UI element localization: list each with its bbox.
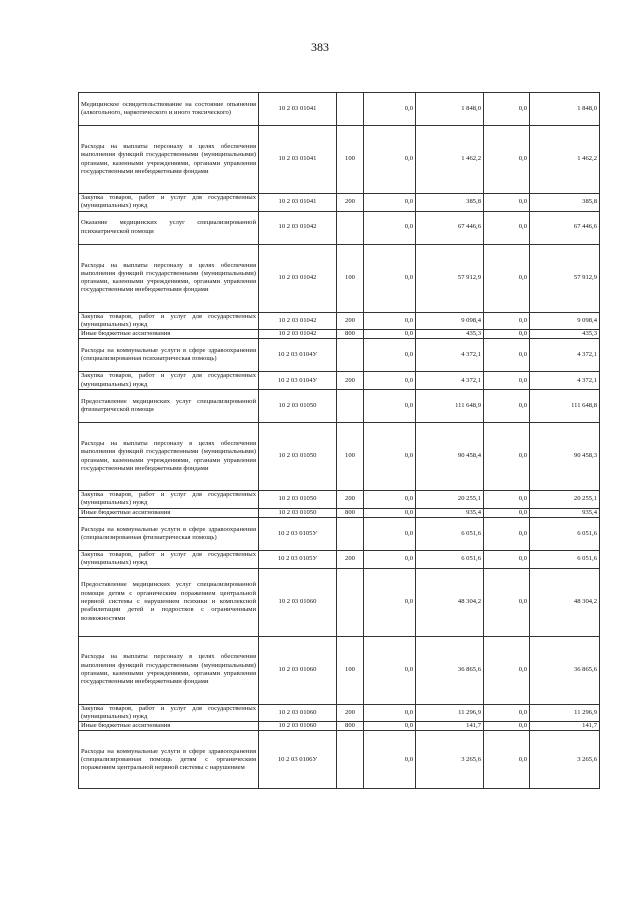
row-code-cell: 10 2 03 01050 [259, 491, 337, 509]
row-value-1-cell: 0,0 [364, 244, 416, 312]
row-code-cell: 10 2 03 01060 [259, 722, 337, 731]
table-row [79, 636, 600, 704]
row-value-2-cell: 435,3 [416, 330, 484, 339]
row-code-cell: 10 2 03 01042 [259, 244, 337, 312]
row-code-cell: 10 2 03 01042 [259, 211, 337, 244]
row-name-cell: Закупка товаров, работ и услуг для государственных (муниципальных) нужд [79, 372, 259, 390]
row-value-4-cell: 9 098,4 [530, 312, 600, 330]
row-value-2-cell: 4 372,1 [416, 339, 484, 372]
table-row [79, 731, 600, 789]
row-value-1-cell: 0,0 [364, 731, 416, 789]
row-value-3-cell: 0,0 [484, 372, 530, 390]
table-row [79, 372, 600, 390]
row-value-1-cell: 0,0 [364, 372, 416, 390]
row-value-4-cell: 1 462,2 [530, 126, 600, 194]
row-name-cell: Иные бюджетные ассигнования [79, 722, 259, 731]
row-expense-type-cell: 800 [337, 722, 364, 731]
row-code-cell: 10 2 03 01042 [259, 312, 337, 330]
row-value-4-cell: 1 848,0 [530, 93, 600, 126]
row-value-2-cell: 11 296,9 [416, 704, 484, 722]
row-code-cell: 10 2 03 01041 [259, 194, 337, 212]
row-value-2-cell: 20 255,1 [416, 491, 484, 509]
row-name-cell: Расходы на коммунальные услуги в сфере здравоохранения (специализированная психиатрическая помощь) [79, 339, 259, 372]
row-expense-type-cell: 100 [337, 636, 364, 704]
table-row [79, 339, 600, 372]
row-expense-type-cell: 100 [337, 126, 364, 194]
row-code-cell: 10 2 03 01060 [259, 704, 337, 722]
row-value-4-cell: 36 865,6 [530, 636, 600, 704]
row-value-2-cell: 111 648,9 [416, 390, 484, 423]
row-value-4-cell: 4 372,1 [530, 372, 600, 390]
row-name-cell: Закупка товаров, работ и услуг для государственных (муниципальных) нужд [79, 550, 259, 568]
row-value-4-cell: 4 372,1 [530, 339, 600, 372]
row-value-2-cell: 385,8 [416, 194, 484, 212]
row-value-3-cell: 0,0 [484, 330, 530, 339]
row-value-1-cell: 0,0 [364, 508, 416, 517]
row-code-cell: 10 2 03 01060 [259, 568, 337, 636]
row-expense-type-cell: 800 [337, 508, 364, 517]
row-value-1-cell: 0,0 [364, 568, 416, 636]
row-value-1-cell: 0,0 [364, 312, 416, 330]
row-value-1-cell: 0,0 [364, 550, 416, 568]
table-row [79, 508, 600, 517]
row-value-3-cell: 0,0 [484, 722, 530, 731]
row-expense-type-cell: 200 [337, 550, 364, 568]
row-name-cell: Предоставление медицинских услуг специализированной фтизиатрической помощи [79, 390, 259, 423]
page-number: 383 [311, 40, 329, 54]
row-code-cell: 10 2 03 01050 [259, 508, 337, 517]
row-value-4-cell: 111 648,8 [530, 390, 600, 423]
row-value-3-cell: 0,0 [484, 636, 530, 704]
row-value-3-cell: 0,0 [484, 508, 530, 517]
row-value-2-cell: 57 912,9 [416, 244, 484, 312]
row-value-3-cell: 0,0 [484, 731, 530, 789]
row-expense-type-cell [337, 211, 364, 244]
row-value-4-cell: 48 304,2 [530, 568, 600, 636]
row-value-3-cell: 0,0 [484, 339, 530, 372]
row-value-4-cell: 435,3 [530, 330, 600, 339]
row-value-3-cell: 0,0 [484, 244, 530, 312]
row-name-cell: Оказание медицинских услуг специализированной психиатрической помощи [79, 211, 259, 244]
row-name-cell: Иные бюджетные ассигнования [79, 330, 259, 339]
row-value-4-cell: 67 446,6 [530, 211, 600, 244]
row-code-cell: 10 2 03 01050 [259, 423, 337, 491]
row-value-3-cell: 0,0 [484, 390, 530, 423]
budget-table-body [79, 93, 600, 789]
row-code-cell: 10 2 03 01041 [259, 93, 337, 126]
row-value-1-cell: 0,0 [364, 330, 416, 339]
row-value-3-cell: 0,0 [484, 126, 530, 194]
row-expense-type-cell: 100 [337, 423, 364, 491]
row-value-1-cell: 0,0 [364, 339, 416, 372]
table-row [79, 491, 600, 509]
row-code-cell: 10 2 03 0104У [259, 372, 337, 390]
row-value-3-cell: 0,0 [484, 194, 530, 212]
row-name-cell: Закупка товаров, работ и услуг для государственных (муниципальных) нужд [79, 312, 259, 330]
row-value-3-cell: 0,0 [484, 491, 530, 509]
row-value-4-cell: 141,7 [530, 722, 600, 731]
table-row [79, 126, 600, 194]
row-value-2-cell: 90 458,4 [416, 423, 484, 491]
row-value-1-cell: 0,0 [364, 390, 416, 423]
row-value-4-cell: 6 051,6 [530, 517, 600, 550]
row-value-2-cell: 935,4 [416, 508, 484, 517]
table-row [79, 93, 600, 126]
row-name-cell: Предоставление медицинских услуг специализированной помощи детям с органическим поражением центральной нервной системы с нарушением психики и комплексной реабилитации детей и подростков с ограниченными возможностями [79, 568, 259, 636]
row-name-cell: Медицинское освидетельствование на состояние опьянения (алкогольного, наркотического и иного токсического) [79, 93, 259, 126]
row-expense-type-cell [337, 339, 364, 372]
table-row [79, 704, 600, 722]
row-value-1-cell: 0,0 [364, 194, 416, 212]
row-value-3-cell: 0,0 [484, 517, 530, 550]
row-value-1-cell: 0,0 [364, 517, 416, 550]
row-code-cell: 10 2 03 0105У [259, 550, 337, 568]
row-name-cell: Закупка товаров, работ и услуг для государственных (муниципальных) нужд [79, 194, 259, 212]
row-value-1-cell: 0,0 [364, 636, 416, 704]
row-value-3-cell: 0,0 [484, 550, 530, 568]
row-value-2-cell: 6 051,6 [416, 550, 484, 568]
row-expense-type-cell: 200 [337, 704, 364, 722]
row-expense-type-cell [337, 390, 364, 423]
row-value-3-cell: 0,0 [484, 423, 530, 491]
row-value-1-cell: 0,0 [364, 93, 416, 126]
row-value-2-cell: 9 098,4 [416, 312, 484, 330]
row-value-4-cell: 90 458,3 [530, 423, 600, 491]
row-code-cell: 10 2 03 01060 [259, 636, 337, 704]
table-row [79, 423, 600, 491]
table-row [79, 330, 600, 339]
row-value-3-cell: 0,0 [484, 312, 530, 330]
row-value-1-cell: 0,0 [364, 211, 416, 244]
row-value-2-cell: 6 051,6 [416, 517, 484, 550]
row-expense-type-cell: 200 [337, 491, 364, 509]
row-value-4-cell: 11 296,9 [530, 704, 600, 722]
table-row [79, 568, 600, 636]
table-row [79, 312, 600, 330]
row-name-cell: Расходы на коммунальные услуги в сфере здравоохранения (специализированная помощь детям с органическим поражением центральной нервной системы с нарушением [79, 731, 259, 789]
table-row [79, 722, 600, 731]
row-value-3-cell: 0,0 [484, 568, 530, 636]
row-expense-type-cell [337, 517, 364, 550]
row-expense-type-cell: 200 [337, 312, 364, 330]
table-row [79, 550, 600, 568]
table-row [79, 211, 600, 244]
row-name-cell: Расходы на выплаты персоналу в целях обеспечения выполнения функций государственными (муниципальными) органами, казенными учреждениями, органами управления государственными внебюджетными фондами [79, 636, 259, 704]
row-value-1-cell: 0,0 [364, 722, 416, 731]
row-value-3-cell: 0,0 [484, 704, 530, 722]
row-expense-type-cell: 800 [337, 330, 364, 339]
row-value-3-cell: 0,0 [484, 211, 530, 244]
row-expense-type-cell: 200 [337, 194, 364, 212]
row-code-cell: 10 2 03 0105У [259, 517, 337, 550]
row-value-3-cell: 0,0 [484, 93, 530, 126]
row-value-2-cell: 1 462,2 [416, 126, 484, 194]
row-value-4-cell: 6 051,6 [530, 550, 600, 568]
budget-table [78, 92, 600, 789]
row-value-4-cell: 935,4 [530, 508, 600, 517]
row-value-2-cell: 141,7 [416, 722, 484, 731]
row-name-cell: Закупка товаров, работ и услуг для государственных (муниципальных) нужд [79, 491, 259, 509]
row-name-cell: Расходы на выплаты персоналу в целях обеспечения выполнения функций государственными (муниципальными) органами, казенными учреждениями, органами управления государственными внебюджетными фондами [79, 244, 259, 312]
row-name-cell: Расходы на выплаты персоналу в целях обеспечения выполнения функций государственными (муниципальными) органами, казенными учреждениями, органами управления государственными внебюджетными фондами [79, 423, 259, 491]
row-value-1-cell: 0,0 [364, 491, 416, 509]
row-value-2-cell: 36 865,6 [416, 636, 484, 704]
row-name-cell: Закупка товаров, работ и услуг для государственных (муниципальных) нужд [79, 704, 259, 722]
row-value-2-cell: 48 304,2 [416, 568, 484, 636]
row-value-4-cell: 57 912,9 [530, 244, 600, 312]
row-expense-type-cell: 200 [337, 372, 364, 390]
row-value-2-cell: 67 446,6 [416, 211, 484, 244]
row-value-2-cell: 3 265,6 [416, 731, 484, 789]
row-code-cell: 10 2 03 01050 [259, 390, 337, 423]
table-row [79, 390, 600, 423]
row-code-cell: 10 2 03 0104У [259, 339, 337, 372]
row-value-4-cell: 20 255,1 [530, 491, 600, 509]
row-expense-type-cell [337, 93, 364, 126]
row-expense-type-cell [337, 731, 364, 789]
row-name-cell: Иные бюджетные ассигнования [79, 508, 259, 517]
table-row [79, 517, 600, 550]
row-value-1-cell: 0,0 [364, 704, 416, 722]
row-value-2-cell: 4 372,1 [416, 372, 484, 390]
table-row [79, 194, 600, 212]
row-value-1-cell: 0,0 [364, 126, 416, 194]
row-value-4-cell: 385,8 [530, 194, 600, 212]
row-code-cell: 10 2 03 01042 [259, 330, 337, 339]
row-expense-type-cell [337, 568, 364, 636]
row-value-1-cell: 0,0 [364, 423, 416, 491]
table-row [79, 244, 600, 312]
row-name-cell: Расходы на выплаты персоналу в целях обеспечения выполнения функций государственными (муниципальными) органами, казенными учреждениями, органами управления государственными внебюджетными фондами [79, 126, 259, 194]
row-value-4-cell: 3 265,6 [530, 731, 600, 789]
row-value-2-cell: 1 848,0 [416, 93, 484, 126]
row-name-cell: Расходы на коммунальные услуги в сфере здравоохранения (специализированная фтизиатрическая помощь) [79, 517, 259, 550]
row-code-cell: 10 2 03 01041 [259, 126, 337, 194]
row-expense-type-cell: 100 [337, 244, 364, 312]
row-code-cell: 10 2 03 0106У [259, 731, 337, 789]
